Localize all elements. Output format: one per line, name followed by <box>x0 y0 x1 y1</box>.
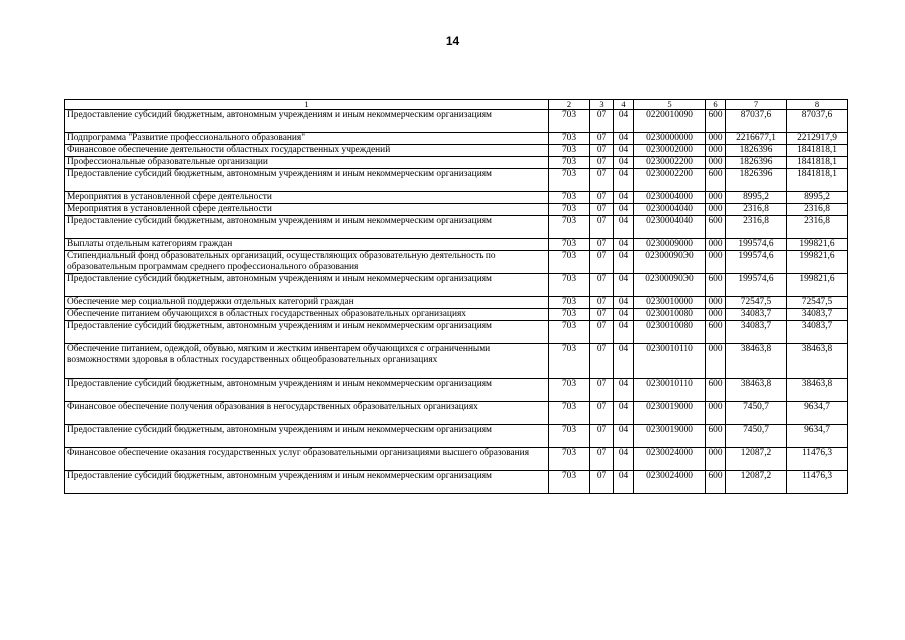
target-article-cell: 02300090Э0 <box>634 274 706 297</box>
amount-year1-cell: 12087,2 <box>726 471 787 494</box>
table-row <box>65 239 848 251</box>
section-code-cell: 07 <box>590 169 614 192</box>
target-article-cell: 0230004040 <box>634 216 706 239</box>
amount-year2-cell: 72547,5 <box>787 297 848 309</box>
table-row <box>65 471 848 494</box>
amount-year2-cell: 199821,6 <box>787 251 848 274</box>
ministry-code-cell: 703 <box>549 274 590 297</box>
amount-year2-cell: 38463,8 <box>787 379 848 402</box>
expense-type-cell: 600 <box>706 321 726 344</box>
column-header: 1 <box>65 100 549 110</box>
subsection-code-cell: 04 <box>614 251 634 274</box>
expense-name-cell: Финансовое обеспечение получения образования в негосударственных образовательных организациях <box>65 402 549 425</box>
expense-type-cell: 600 <box>706 216 726 239</box>
expense-name-cell: Стипендиальный фонд образовательных организаций, осуществляющих образовательную деятельность по образовательным программам среднего профессионального образования <box>65 251 549 274</box>
target-article-cell: 0230004040 <box>634 204 706 216</box>
ministry-code-cell: 703 <box>549 344 590 379</box>
section-code-cell: 07 <box>590 145 614 157</box>
expense-type-cell: 000 <box>706 251 726 274</box>
section-code-cell: 07 <box>590 157 614 169</box>
table-row <box>65 157 848 169</box>
expense-name-cell: Профессиональные образовательные организации <box>65 157 549 169</box>
amount-year1-cell: 1826396 <box>726 157 787 169</box>
expense-name-cell: Предоставление субсидий бюджетным, автономным учреждениям и иным некоммерческим организациям <box>65 425 549 448</box>
subsection-code-cell: 04 <box>614 448 634 471</box>
amount-year1-cell: 1826396 <box>726 145 787 157</box>
amount-year2-cell: 8995,2 <box>787 192 848 204</box>
expense-name-cell: Выплаты отдельным категориям граждан <box>65 239 549 251</box>
ministry-code-cell: 703 <box>549 425 590 448</box>
section-code-cell: 07 <box>590 133 614 145</box>
amount-year1-cell: 34083,7 <box>726 309 787 321</box>
ministry-code-cell: 703 <box>549 145 590 157</box>
amount-year1-cell: 1826396 <box>726 169 787 192</box>
expense-name-cell: Предоставление субсидий бюджетным, автономным учреждениям и иным некоммерческим организациям <box>65 471 549 494</box>
table-row <box>65 448 848 471</box>
ministry-code-cell: 703 <box>549 297 590 309</box>
column-header: 8 <box>787 100 848 110</box>
expense-name-cell: Предоставление субсидий бюджетным, автономным учреждениям и иным некоммерческим организациям <box>65 169 549 192</box>
column-header: 2 <box>549 100 590 110</box>
expense-name-cell: Предоставление субсидий бюджетным, автономным учреждениям и иным некоммерческим организациям <box>65 110 549 133</box>
expense-type-cell: 000 <box>706 204 726 216</box>
amount-year2-cell: 1841818,1 <box>787 169 848 192</box>
expense-type-cell: 600 <box>706 471 726 494</box>
target-article-cell: 0230002200 <box>634 157 706 169</box>
column-header: 7 <box>726 100 787 110</box>
amount-year1-cell: 12087,2 <box>726 448 787 471</box>
expense-name-cell: Подпрограмма "Развитие профессионального образования" <box>65 133 549 145</box>
amount-year1-cell: 38463,8 <box>726 379 787 402</box>
subsection-code-cell: 04 <box>614 344 634 379</box>
target-article-cell: 0230010110 <box>634 379 706 402</box>
expense-type-cell: 600 <box>706 169 726 192</box>
expense-name-cell: Финансовое обеспечение деятельности областных государственных учреждений <box>65 145 549 157</box>
table-row <box>65 321 848 344</box>
ministry-code-cell: 703 <box>549 471 590 494</box>
subsection-code-cell: 04 <box>614 471 634 494</box>
table-row <box>65 110 848 133</box>
ministry-code-cell: 703 <box>549 157 590 169</box>
amount-year1-cell: 199574,6 <box>726 251 787 274</box>
column-header: 5 <box>634 100 706 110</box>
subsection-code-cell: 04 <box>614 274 634 297</box>
section-code-cell: 07 <box>590 344 614 379</box>
target-article-cell: 0230010000 <box>634 297 706 309</box>
subsection-code-cell: 04 <box>614 216 634 239</box>
ministry-code-cell: 703 <box>549 448 590 471</box>
target-article-cell: 0230019000 <box>634 425 706 448</box>
amount-year1-cell: 2316,8 <box>726 204 787 216</box>
target-article-cell: 0230009000 <box>634 239 706 251</box>
subsection-code-cell: 04 <box>614 379 634 402</box>
ministry-code-cell: 703 <box>549 169 590 192</box>
subsection-code-cell: 04 <box>614 192 634 204</box>
section-code-cell: 07 <box>590 309 614 321</box>
table-row <box>65 309 848 321</box>
table-row <box>65 379 848 402</box>
amount-year2-cell: 9634,7 <box>787 425 848 448</box>
subsection-code-cell: 04 <box>614 425 634 448</box>
subsection-code-cell: 04 <box>614 133 634 145</box>
section-code-cell: 07 <box>590 204 614 216</box>
column-header: 6 <box>706 100 726 110</box>
target-article-cell: 02300090Э0 <box>634 251 706 274</box>
table-row <box>65 145 848 157</box>
expense-type-cell: 000 <box>706 145 726 157</box>
expense-type-cell: 000 <box>706 297 726 309</box>
expense-type-cell: 600 <box>706 274 726 297</box>
expense-name-cell: Обеспечение питанием обучающихся в областных государственных образовательных организациях <box>65 309 549 321</box>
target-article-cell: 0230010080 <box>634 321 706 344</box>
table-header-row <box>65 100 848 110</box>
target-article-cell: 0220010090 <box>634 110 706 133</box>
amount-year2-cell: 1841818,1 <box>787 157 848 169</box>
target-article-cell: 0230010080 <box>634 309 706 321</box>
subsection-code-cell: 04 <box>614 239 634 251</box>
subsection-code-cell: 04 <box>614 145 634 157</box>
amount-year2-cell: 199821,6 <box>787 239 848 251</box>
ministry-code-cell: 703 <box>549 251 590 274</box>
subsection-code-cell: 04 <box>614 157 634 169</box>
expense-name-cell: Предоставление субсидий бюджетным, автономным учреждениям и иным некоммерческим организациям <box>65 216 549 239</box>
amount-year1-cell: 199574,6 <box>726 239 787 251</box>
target-article-cell: 0230002200 <box>634 169 706 192</box>
section-code-cell: 07 <box>590 216 614 239</box>
subsection-code-cell: 04 <box>614 110 634 133</box>
expense-name-cell: Финансовое обеспечение оказания государственных услуг образовательными организациями высшего образования <box>65 448 549 471</box>
table-row <box>65 251 848 274</box>
section-code-cell: 07 <box>590 425 614 448</box>
amount-year1-cell: 199574,6 <box>726 274 787 297</box>
ministry-code-cell: 703 <box>549 321 590 344</box>
amount-year1-cell: 2216677,1 <box>726 133 787 145</box>
column-header: 4 <box>614 100 634 110</box>
column-header: 3 <box>590 100 614 110</box>
ministry-code-cell: 703 <box>549 309 590 321</box>
target-article-cell: 0230002000 <box>634 145 706 157</box>
subsection-code-cell: 04 <box>614 204 634 216</box>
expense-type-cell: 600 <box>706 379 726 402</box>
target-article-cell: 0230010110 <box>634 344 706 379</box>
expense-type-cell: 000 <box>706 133 726 145</box>
table-row <box>65 204 848 216</box>
expense-name-cell: Предоставление субсидий бюджетным, автономным учреждениям и иным некоммерческим организациям <box>65 321 549 344</box>
ministry-code-cell: 703 <box>549 379 590 402</box>
section-code-cell: 07 <box>590 448 614 471</box>
table-row <box>65 425 848 448</box>
section-code-cell: 07 <box>590 471 614 494</box>
expense-type-cell: 000 <box>706 309 726 321</box>
amount-year1-cell: 7450,7 <box>726 425 787 448</box>
expense-type-cell: 000 <box>706 192 726 204</box>
ministry-code-cell: 703 <box>549 133 590 145</box>
amount-year2-cell: 11476,3 <box>787 448 848 471</box>
table-row <box>65 274 848 297</box>
expense-name-cell: Предоставление субсидий бюджетным, автономным учреждениям и иным некоммерческим организациям <box>65 274 549 297</box>
ministry-code-cell: 703 <box>549 216 590 239</box>
expense-type-cell: 600 <box>706 110 726 133</box>
ministry-code-cell: 703 <box>549 192 590 204</box>
ministry-code-cell: 703 <box>549 204 590 216</box>
target-article-cell: 0230024000 <box>634 448 706 471</box>
amount-year1-cell: 34083,7 <box>726 321 787 344</box>
expense-name-cell: Мероприятия в установленной сфере деятельности <box>65 204 549 216</box>
subsection-code-cell: 04 <box>614 169 634 192</box>
section-code-cell: 07 <box>590 402 614 425</box>
amount-year2-cell: 199821,6 <box>787 274 848 297</box>
expense-type-cell: 000 <box>706 344 726 379</box>
amount-year2-cell: 87037,6 <box>787 110 848 133</box>
expense-name-cell: Обеспечение мер социальной поддержки отдельных категорий граждан <box>65 297 549 309</box>
section-code-cell: 07 <box>590 297 614 309</box>
amount-year2-cell: 2316,8 <box>787 204 848 216</box>
expense-name-cell: Обеспечение питанием, одеждой, обувью, мягким и жестким инвентарем обучающихся с ограниченными возможностями здоровья в областных государственных общеобразовательных организациях <box>65 344 549 379</box>
amount-year2-cell: 34083,7 <box>787 309 848 321</box>
expense-type-cell: 000 <box>706 239 726 251</box>
table-row <box>65 216 848 239</box>
amount-year2-cell: 11476,3 <box>787 471 848 494</box>
table-row <box>65 344 848 379</box>
expense-name-cell: Предоставление субсидий бюджетным, автономным учреждениям и иным некоммерческим организациям <box>65 379 549 402</box>
ministry-code-cell: 703 <box>549 402 590 425</box>
table-row <box>65 192 848 204</box>
table-row <box>65 297 848 309</box>
amount-year1-cell: 8995,2 <box>726 192 787 204</box>
section-code-cell: 07 <box>590 274 614 297</box>
table-row <box>65 169 848 192</box>
subsection-code-cell: 04 <box>614 321 634 344</box>
amount-year1-cell: 7450,7 <box>726 402 787 425</box>
subsection-code-cell: 04 <box>614 309 634 321</box>
amount-year2-cell: 34083,7 <box>787 321 848 344</box>
target-article-cell: 0230004000 <box>634 192 706 204</box>
target-article-cell: 0230024000 <box>634 471 706 494</box>
amount-year1-cell: 2316,8 <box>726 216 787 239</box>
section-code-cell: 07 <box>590 379 614 402</box>
ministry-code-cell: 703 <box>549 239 590 251</box>
section-code-cell: 07 <box>590 321 614 344</box>
ministry-code-cell: 703 <box>549 110 590 133</box>
expense-type-cell: 000 <box>706 402 726 425</box>
section-code-cell: 07 <box>590 239 614 251</box>
expense-type-cell: 600 <box>706 425 726 448</box>
section-code-cell: 07 <box>590 251 614 274</box>
amount-year2-cell: 38463,8 <box>787 344 848 379</box>
amount-year2-cell: 9634,7 <box>787 402 848 425</box>
amount-year1-cell: 87037,6 <box>726 110 787 133</box>
amount-year2-cell: 2212917,9 <box>787 133 848 145</box>
section-code-cell: 07 <box>590 110 614 133</box>
table-row <box>65 402 848 425</box>
target-article-cell: 0230019000 <box>634 402 706 425</box>
amount-year2-cell: 1841818,1 <box>787 145 848 157</box>
expense-type-cell: 000 <box>706 448 726 471</box>
expense-name-cell: Мероприятия в установленной сфере деятельности <box>65 192 549 204</box>
subsection-code-cell: 04 <box>614 297 634 309</box>
amount-year1-cell: 72547,5 <box>726 297 787 309</box>
target-article-cell: 0230000000 <box>634 133 706 145</box>
section-code-cell: 07 <box>590 192 614 204</box>
expense-type-cell: 000 <box>706 157 726 169</box>
amount-year2-cell: 2316,8 <box>787 216 848 239</box>
subsection-code-cell: 04 <box>614 402 634 425</box>
table-row <box>65 133 848 145</box>
amount-year1-cell: 38463,8 <box>726 344 787 379</box>
page-number: 14 <box>445 34 460 48</box>
budget-table <box>64 99 848 494</box>
